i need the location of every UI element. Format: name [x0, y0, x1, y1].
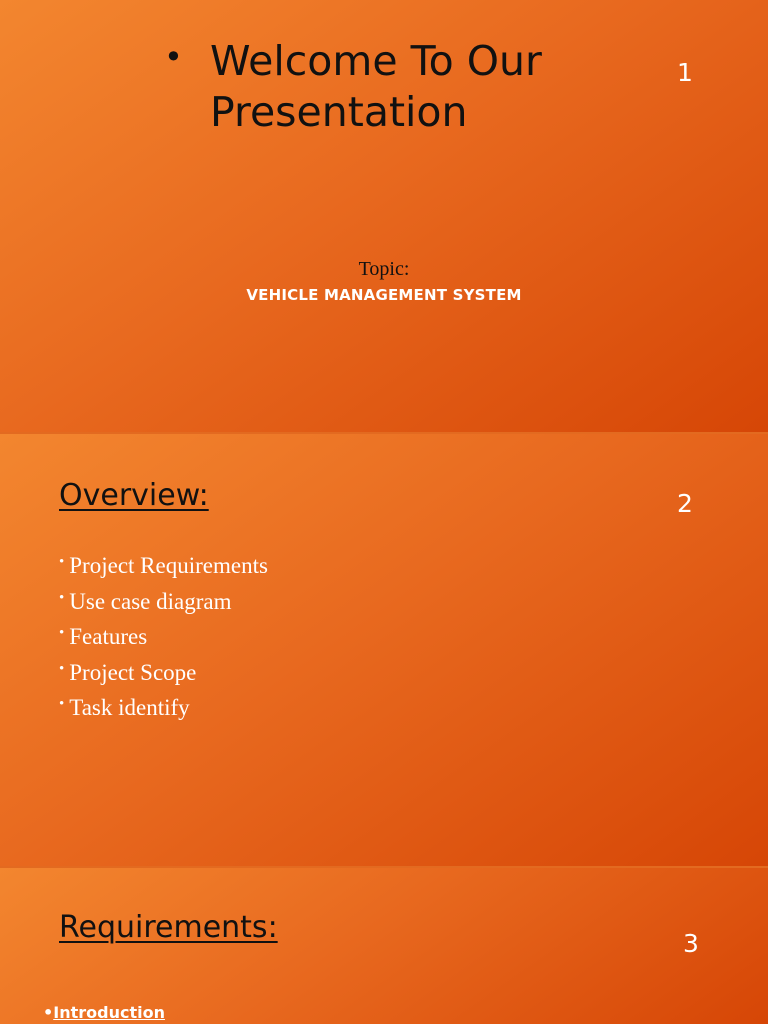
list-item-text: Task identify — [69, 695, 190, 720]
slide-number: 1 — [677, 58, 693, 87]
bullet-icon: • — [59, 625, 65, 641]
list-item — [59, 690, 268, 726]
topic-name: VEHICLE MANAGEMENT SYSTEM — [246, 286, 522, 304]
list-item-text: Features — [69, 624, 148, 649]
intro-line — [43, 1003, 165, 1022]
overview-list — [59, 548, 268, 726]
list-item — [59, 655, 268, 691]
bullet-icon: • — [59, 554, 65, 570]
slide-heading: Requirements: — [59, 910, 278, 945]
list-item — [59, 548, 268, 584]
slide-title: Welcome To Our Presentation — [210, 37, 542, 136]
bullet-icon: • — [59, 660, 65, 677]
bullet-icon: • — [59, 589, 65, 606]
slide-1 — [0, 0, 768, 432]
bullet-icon: • — [59, 696, 65, 712]
list-item — [59, 619, 268, 655]
list-item-text: Project Scope — [69, 659, 197, 685]
list-item-text: Use case diagram — [69, 588, 232, 614]
title-bullet: • — [164, 38, 183, 76]
bullet-icon: • — [43, 1003, 54, 1022]
slide-heading: Overview: — [59, 478, 209, 513]
list-item — [59, 584, 268, 620]
topic-label: Topic: — [358, 258, 410, 280]
slide-2 — [0, 434, 768, 866]
list-item-text: Project Requirements — [69, 553, 268, 578]
slide-3 — [0, 868, 768, 1024]
slide-number: 3 — [683, 929, 699, 958]
slide-number: 2 — [677, 489, 693, 518]
intro-text: Introduction — [53, 1003, 165, 1022]
